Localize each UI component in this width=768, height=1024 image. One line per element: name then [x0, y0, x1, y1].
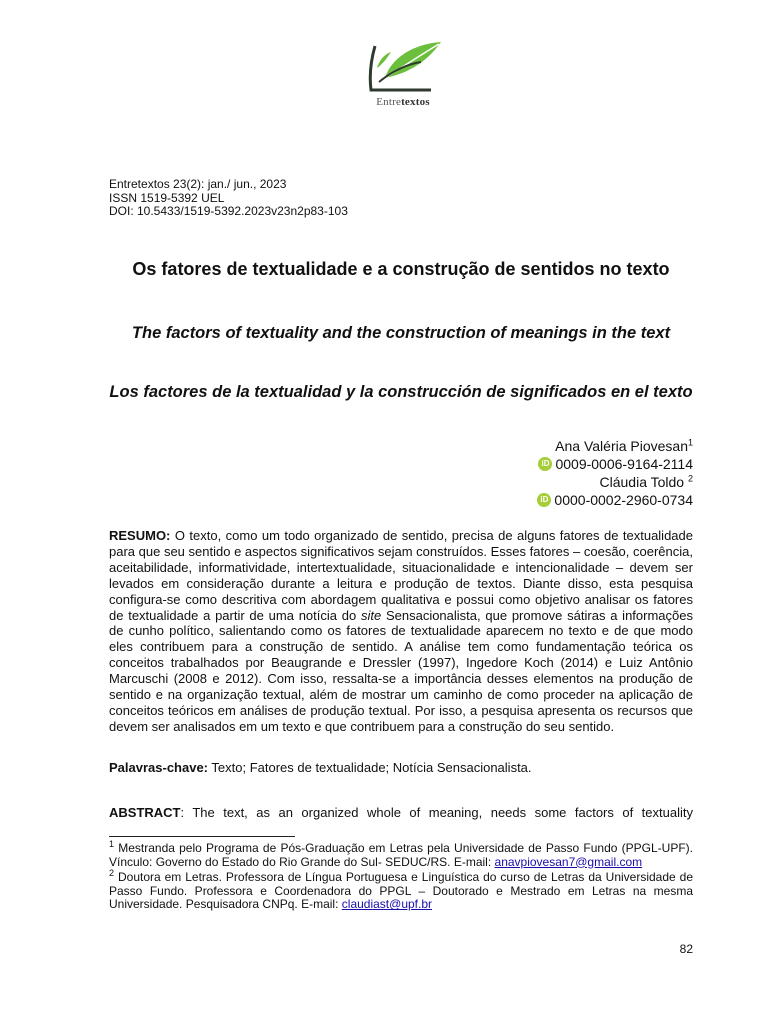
journal-issue: Entretextos 23(2): jan./ jun., 2023	[109, 177, 287, 191]
abstract-paragraph: ABSTRACT: The text, as an organized whole of meaning, needs some factors of textuality	[109, 805, 693, 820]
doi: DOI: 10.5433/1519-5392.2023v23n2p83-103	[109, 204, 348, 218]
orcid-icon[interactable]: iD	[537, 493, 551, 507]
orcid-id[interactable]: 0009-0006-9164-2114	[555, 456, 693, 472]
footnote-1: $^1$ Mestranda pelo Programa de Pós-Graduação em Letras pela Universidade de Passo Fundo (PPGL-UPF). Vínculo: Governo do Estado do Rio Grande do Sul- SEDUC/RS. E-mail: anavpiovesan7@gmail.com	[109, 839, 693, 869]
email-link[interactable]: claudiast@upf.br	[341, 897, 433, 912]
author-1-orcid[interactable]	[537, 455, 693, 473]
resumo-label: RESUMO:	[109, 528, 171, 543]
email-link[interactable]: anavpiovesan7@gmail.com	[494, 854, 643, 869]
issn: ISSN 1519-5392 UEL	[109, 190, 225, 205]
author-1: Ana Valéria Piovesan$^1$	[555, 437, 693, 454]
footnote-2: $^2$ Doutora em Letras. Professora de Língua Portuguesa e Linguística do curso de Letras da Universidade de Passo Fundo. Professora e Coordenadora do PPGL – Doutorado e Mestrado em Letras na mesma Universidade. Pesquisadora CNPq. E-mail: claudiast@upf.br	[109, 868, 693, 912]
title-english: The factors of textuality and the construction of meanings in the text	[131, 324, 671, 342]
resumo-paragraph: RESUMO: O texto, como um todo organizado de sentido, precisa de alguns fatores de textualidade para que seu sentido e aspectos significativos sejam construídos. Esses fatores – coesão, coerência, aceitabilidade, informatividade, intertextualidade, situacionalidade e intencionalidade – devem ser levados em consideração durante a leitura e produção de textos. Diante disso, esta pesquisa configura-se como descritiva com abordagem qualitativa e possui como objetivo analisar os fatores de textualidade a partir de uma notícia do site Sensacionalista, que promove sátiras a informações de cunho político, salientando como os fatores de textualidade aparecem no texto e de que modo eles contribuem para a construção de sentido. A análise tem como fundamentação teórica os conceitos trabalhados por Beaugrande e Dressler (1997), Ingedore Koch (2014) e Luiz Antônio Marcuschi (2008 e 2012). Com isso, ressalta-se a importância desses elementos na produção de sentido e na organização textual, além de mostrar um caminho de como proceder na aplicação de conceitos teóricos em análises de produção textual. Por isso, a pesquisa apresenta os recursos que devem ser analisados em um texto e que contribuem para a construção do seu sentido.	[109, 528, 693, 734]
author-2: Cláudia Toldo $^2$	[599, 473, 693, 490]
leaf-pen-icon	[361, 38, 445, 98]
footnote-divider	[109, 836, 295, 837]
title-portuguese: Os fatores de textualidade e a construção de sentidos no texto	[132, 259, 670, 279]
logo-wordmark: Entretextos	[376, 96, 430, 108]
orcid-id[interactable]: 0000-0002-2960-0734	[554, 492, 693, 508]
abstract-label: ABSTRACT	[109, 805, 181, 820]
title-spanish: Los factores de la textualidad y la construcción de significados en el texto	[109, 383, 693, 401]
orcid-icon[interactable]: iD	[538, 457, 552, 471]
keywords: Palavras-chave: Texto; Fatores de textualidade; Notícia Sensacionalista.	[109, 760, 532, 775]
publication-meta	[109, 178, 348, 219]
author-block	[537, 437, 693, 509]
keywords-label: Palavras-chave:	[109, 760, 209, 775]
author-2-orcid[interactable]	[537, 491, 693, 509]
page-number: 82	[679, 942, 693, 956]
journal-logo	[358, 38, 448, 118]
footnotes	[109, 839, 693, 914]
